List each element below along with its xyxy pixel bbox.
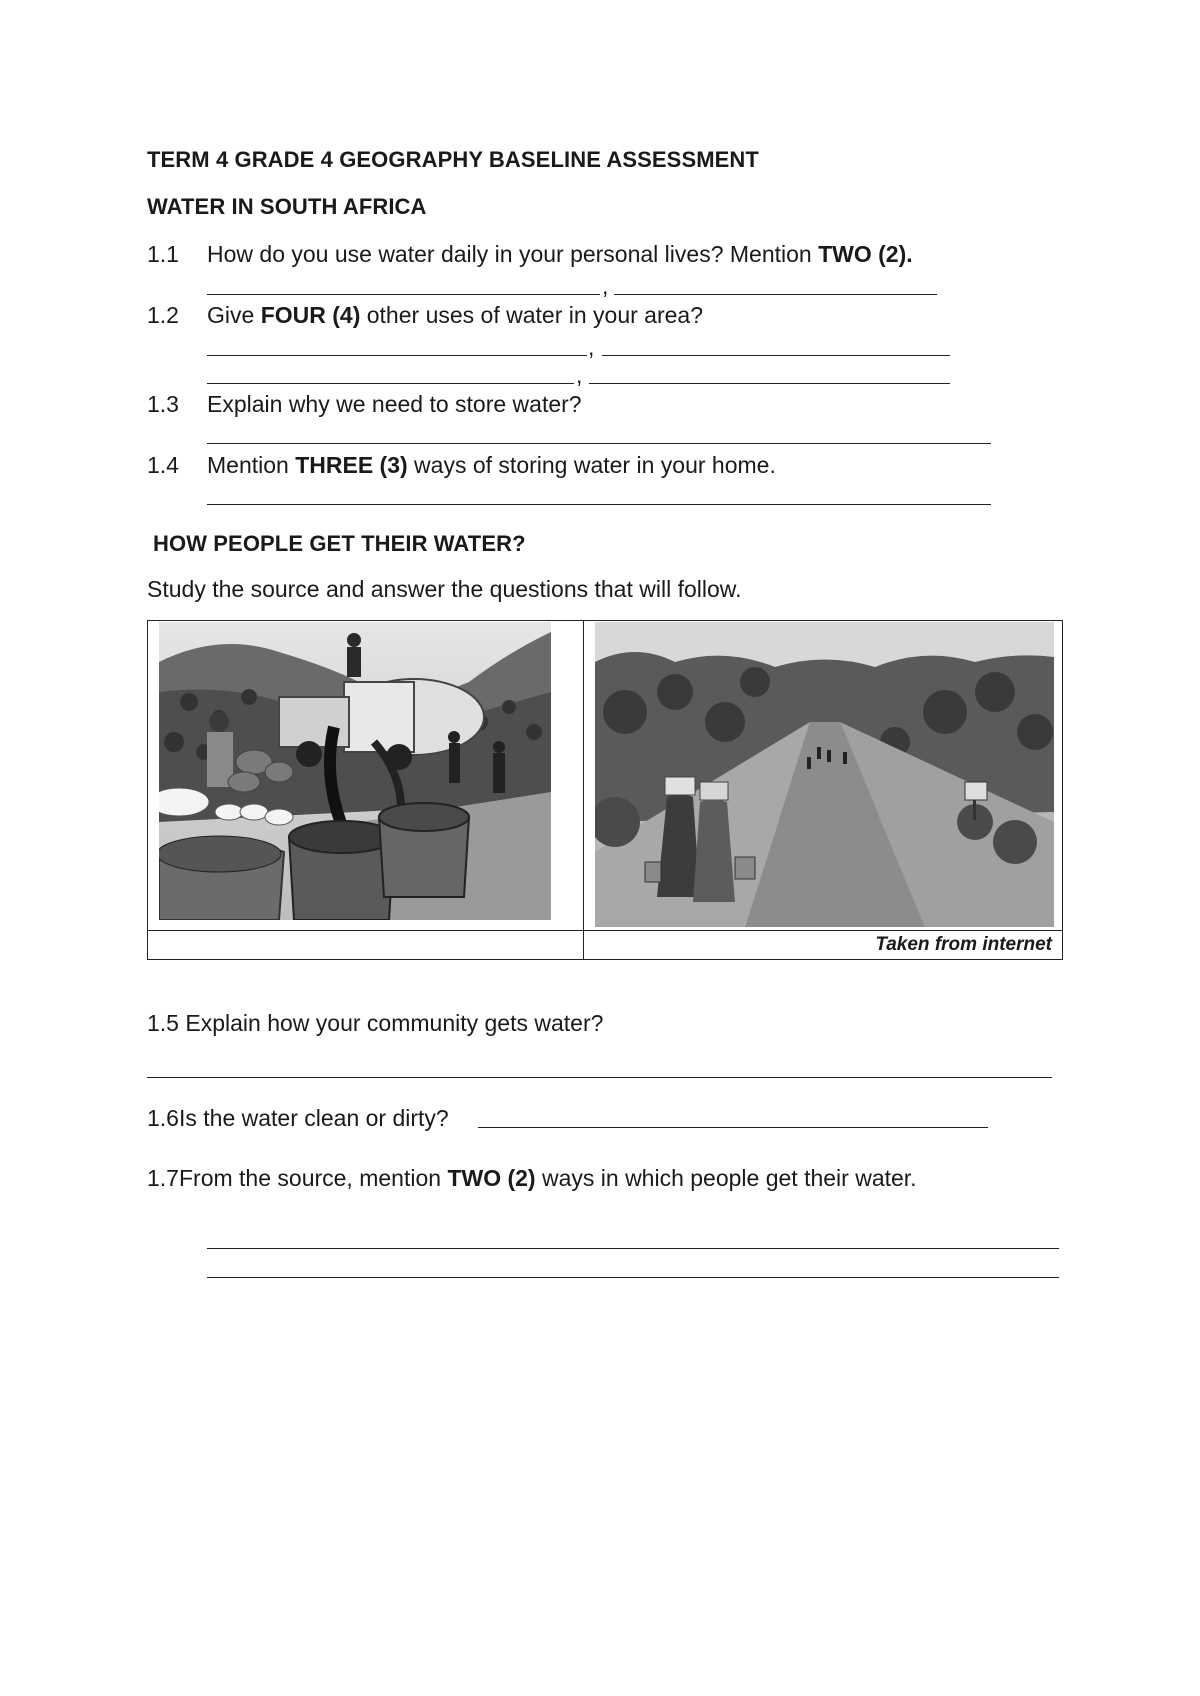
question-1-6 bbox=[147, 1105, 449, 1132]
question-text: Is the water clean or dirty? bbox=[178, 1105, 449, 1131]
question-number: 1.7 bbox=[147, 1165, 179, 1191]
question-1-2 bbox=[207, 302, 703, 329]
answer-line[interactable] bbox=[207, 383, 574, 384]
question-text: other uses of water in your area? bbox=[360, 302, 703, 328]
source-table bbox=[147, 620, 1063, 960]
women-carrying-water-photo bbox=[595, 622, 1054, 927]
question-1-4 bbox=[207, 452, 776, 479]
question-number: 1.2 bbox=[147, 302, 179, 328]
question-text: Mention bbox=[207, 452, 296, 478]
answer-line[interactable] bbox=[207, 504, 991, 505]
answer-line[interactable] bbox=[207, 294, 600, 295]
question-1-1 bbox=[207, 241, 913, 268]
question-1-3 bbox=[207, 391, 582, 418]
instruction-text: Study the source and answer the questions that will follow. bbox=[147, 576, 742, 602]
section-title: WATER IN SOUTH AFRICA bbox=[147, 194, 427, 219]
question-1-7 bbox=[147, 1165, 917, 1192]
table-divider bbox=[148, 930, 1062, 931]
answer-line[interactable] bbox=[147, 1077, 1052, 1078]
answer-line[interactable] bbox=[614, 294, 937, 295]
question-emphasis: TWO (2) bbox=[447, 1165, 536, 1191]
section-heading: HOW PEOPLE GET THEIR WATER? bbox=[153, 531, 526, 556]
question-emphasis: THREE (3) bbox=[295, 452, 408, 478]
question-number: 1.1 bbox=[147, 241, 179, 267]
answer-line[interactable] bbox=[589, 383, 950, 384]
answer-line[interactable] bbox=[478, 1127, 988, 1128]
answer-line[interactable] bbox=[602, 355, 950, 356]
question-1-5 bbox=[147, 1010, 603, 1037]
question-text: Explain why we need to store water? bbox=[207, 391, 582, 417]
answer-line[interactable] bbox=[207, 443, 991, 444]
comma: , bbox=[588, 334, 595, 360]
question-number: 1.3 bbox=[147, 391, 179, 417]
question-number: 1.6 bbox=[147, 1105, 179, 1131]
question-text: How do you use water daily in your personal lives? Mention bbox=[207, 241, 819, 267]
answer-line[interactable] bbox=[207, 1248, 1059, 1249]
question-text: Give bbox=[207, 302, 261, 328]
question-number: 1.4 bbox=[147, 452, 179, 478]
page-title: TERM 4 GRADE 4 GEOGRAPHY BASELINE ASSESSMENT bbox=[147, 147, 759, 172]
question-text: ways of storing water in your home. bbox=[407, 452, 776, 478]
comma: , bbox=[576, 362, 583, 388]
answer-line[interactable] bbox=[207, 355, 587, 356]
water-tanker-photo bbox=[159, 622, 551, 920]
question-text: Explain how your community gets water? bbox=[185, 1010, 604, 1036]
question-text: ways in which people get their water. bbox=[535, 1165, 917, 1191]
question-text: From the source, mention bbox=[178, 1165, 448, 1191]
table-divider bbox=[583, 621, 584, 959]
comma: , bbox=[602, 273, 609, 299]
question-emphasis: TWO (2). bbox=[818, 241, 913, 267]
answer-line[interactable] bbox=[207, 1277, 1059, 1278]
question-emphasis: FOUR (4) bbox=[260, 302, 361, 328]
question-number: 1.5 bbox=[147, 1010, 179, 1036]
source-caption: Taken from internet bbox=[875, 934, 1052, 955]
